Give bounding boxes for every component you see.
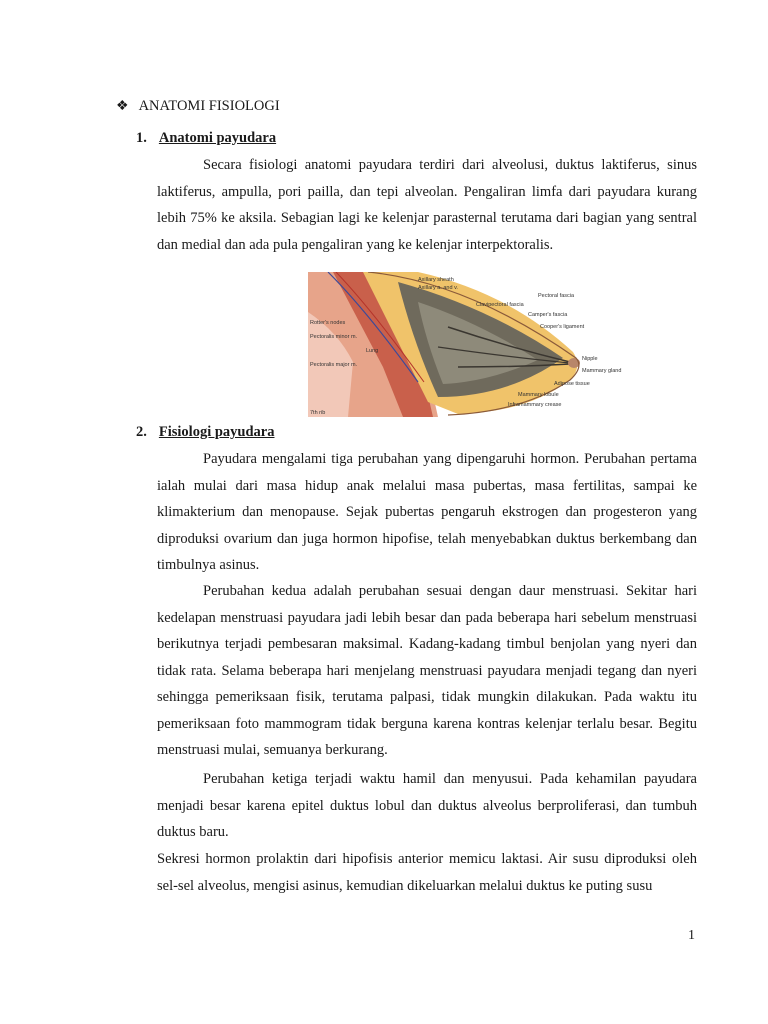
label-adipose-tissue: Adipose tissue [554,381,590,387]
label-rotters-nodes: Rotter's nodes [310,320,346,326]
label-pectoralis-major: Pectoralis major m. [310,362,358,368]
section-2-paragraph-3: Perubahan ketiga terjadi waktu hamil dan menyusui. Pada kehamilan payudara menjadi besar karena epitel duktus lobul dan duktus alveolus berproliferasi, dan tumbuh duktus baru. [157,771,697,840]
section-2-paragraph-1: Payudara mengalami tiga perubahan yang dipengaruhi hormon. Perubahan pertama ialah mulai dari masa hidup anak melalui masa pubertas, masa fertilitas, sampai ke klimakterium dan menopause. Sejak pubertas pengaruh ekstrogen dan progesteron yang diproduksi ovarium dan juga hormon hipofise, telah menyebabkan duktus berkembang dan timbulnya asinus. [157,451,697,573]
main-heading-text: ANATOMI FISIOLOGI [138,98,280,114]
label-pectoral-fascia: Pectoral fascia [538,293,575,299]
section-1-title: Anatomi payudara [158,130,277,146]
label-mammary-lobule: Mammary lobule [518,392,559,398]
label-pectoralis-minor: Pectoralis minor m. [310,334,358,340]
label-nipple: Nipple [582,356,598,362]
section-2-paragraph-4: Sekresi hormon prolaktin dari hipofisis anterior memicu laktasi. Air susu diproduksi oleh sel-sel alveolus, mengisi asinus, kemudian dikeluarkan melalui duktus ke puting susu [157,851,697,894]
label-axillary-av: Axillary a. and v. [418,285,458,291]
section-1-heading [136,130,276,147]
section-2-title: Fisiologi payudara [158,424,275,440]
label-clavipectoral-fascia: Clavipectoral fascia [476,302,524,308]
section-2-number: 2. [136,424,147,440]
page-number: 1 [688,928,695,943]
breast-anatomy-illustration [308,272,628,417]
label-axillary-sheath: Axillary sheath [418,277,454,283]
label-campers-fascia: Camper's fascia [528,312,568,318]
label-inframammary-crease: Inframammary crease [508,402,562,408]
label-coopers-ligament: Cooper's ligament [540,324,585,330]
section-2-paragraph-2: Perubahan kedua adalah perubahan sesuai dengan daur menstruasi. Sekitar hari kedelapan menstruasi payudara jadi lebih besar dan pada beberapa hari sebelum menstruasi berikutnya terjadi pembesaran maksimal. Kadang-kadang timbul benjolan yang nyeri dan tidak rata. Selama beberapa hari menjelang menstruasi payudara menjadi tegang dan nyeri sehingga pemeriksaan fisik, terutama palpasi, tidak mungkin dilakukan. Pada waktu itu pemeriksaan foto mammogram tidak berguna karena kontras kelenjar terlalu besar. Begitu menstruasi mulai, semuanya berkurang. [157,583,697,758]
main-heading [116,98,280,115]
diamond-bullet-icon: ❖ [116,98,129,114]
section-1-number: 1. [136,130,147,146]
label-rib: 7th rib [310,410,326,416]
label-mammary-gland: Mammary gland [582,368,622,374]
section-2-heading [136,424,275,441]
section-1-paragraph: Secara fisiologi anatomi payudara terdiri dari alveolusi, duktus laktiferus, sinus laktiferus, ampulla, pori pailla, dan tepi alveolan. Pengaliran limfa dari payudara kurang lebih 75% ke aksila. Sebagian lagi ke kelenjar parasternal terutama dari bagian yang sentral dan medial dan ada pula pengaliran yang ke kelenjar interpektoralis. [157,157,697,253]
breast-anatomy-figure [308,272,628,417]
label-lung: Lung [366,348,379,354]
